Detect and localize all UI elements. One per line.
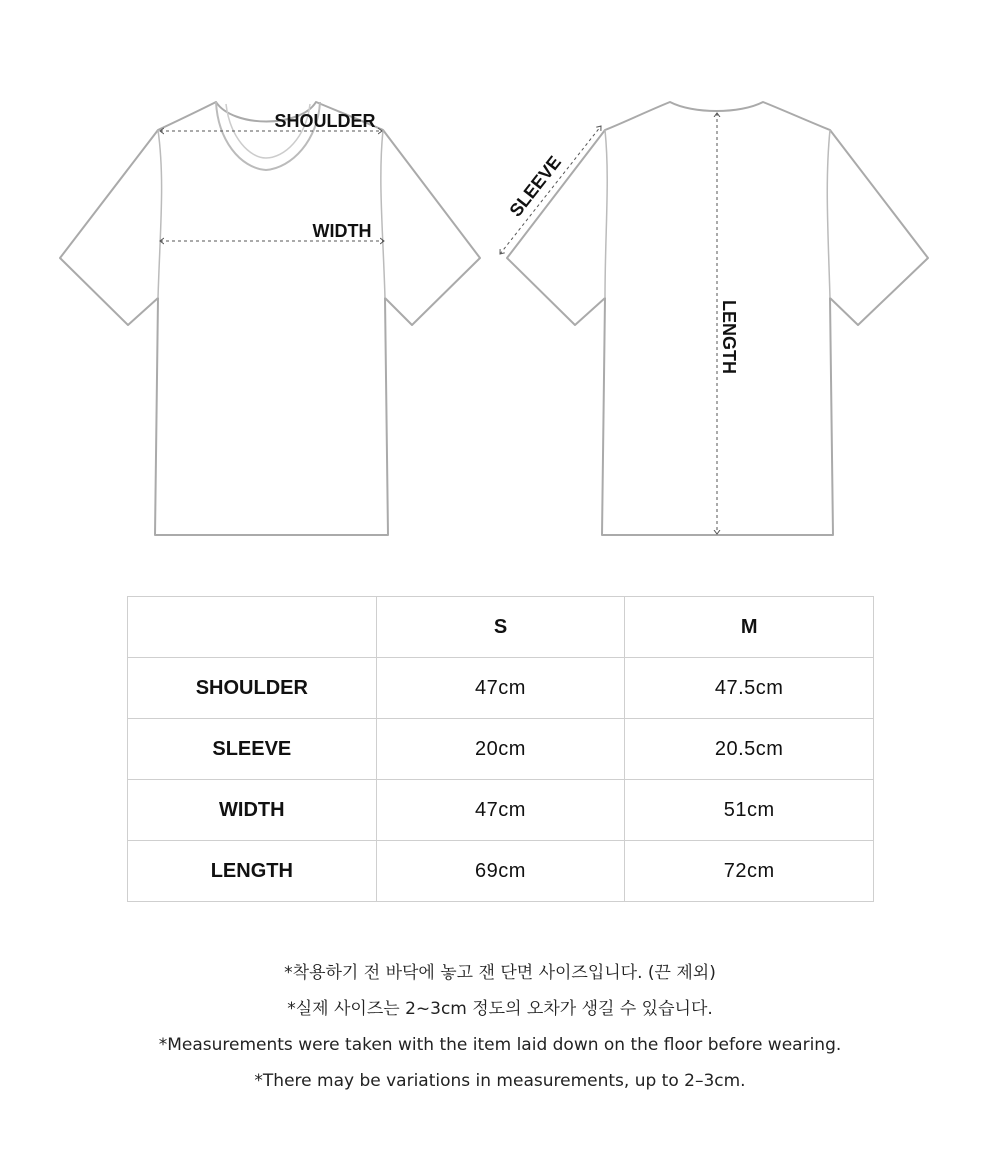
row-label-length: LENGTH [128, 841, 377, 902]
note-korean-1: *착용하기 전 바닥에 놓고 잰 단면 사이즈입니다. (끈 제외) [284, 963, 716, 983]
sleeve-dimension [500, 126, 601, 254]
width-label: WIDTH [312, 221, 372, 241]
length-label: LENGTH [719, 300, 739, 374]
table-row [128, 719, 874, 780]
table-header-row [128, 597, 874, 658]
row-label-width: WIDTH [128, 780, 377, 841]
table-row [128, 841, 874, 902]
header-empty-cell [128, 597, 377, 658]
sleeve-label: SLEEVE [505, 152, 566, 221]
sleeve-s-value: 20cm [376, 719, 625, 780]
size-chart-table [127, 596, 874, 902]
note-korean-2: *실제 사이즈는 2~3cm 정도의 오차가 생길 수 있습니다. [287, 999, 713, 1019]
table-row [128, 658, 874, 719]
front-tshirt-outline [60, 102, 480, 535]
header-size-s: S [376, 597, 625, 658]
sleeve-m-value: 20.5cm [625, 719, 874, 780]
width-dimension [160, 221, 384, 241]
tshirt-measurement-diagram [0, 0, 1000, 560]
measurement-notes [0, 955, 1000, 1099]
shoulder-s-value: 47cm [376, 658, 625, 719]
shoulder-label: SHOULDER [274, 111, 376, 131]
length-dimension [717, 113, 739, 534]
length-s-value: 69cm [376, 841, 625, 902]
shoulder-m-value: 47.5cm [625, 658, 874, 719]
width-m-value: 51cm [625, 780, 874, 841]
length-m-value: 72cm [625, 841, 874, 902]
width-s-value: 47cm [376, 780, 625, 841]
note-english-1: *Measurements were taken with the item laid down on the floor before wearing. [158, 1035, 842, 1055]
note-english-2: *There may be variations in measurements, up to 2–3cm. [254, 1071, 746, 1091]
row-label-sleeve: SLEEVE [128, 719, 377, 780]
table-row [128, 780, 874, 841]
header-size-m: M [625, 597, 874, 658]
row-label-shoulder: SHOULDER [128, 658, 377, 719]
